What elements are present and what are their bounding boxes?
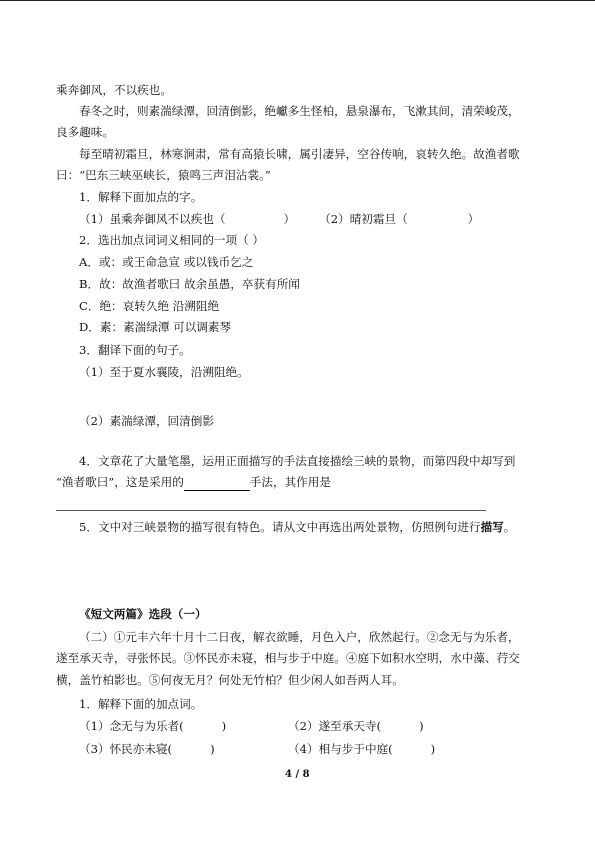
question-2-prompt: 2．选出加点词词义相同的一项（ ）: [79, 233, 264, 247]
question-1-item-2: （2）晴初霜旦（: [319, 212, 408, 226]
answer-line[interactable]: [56, 510, 486, 511]
option-d: D．素：素湍绿潭 可以调素琴: [79, 320, 232, 334]
passage-2-line: （二）①元丰六年十月十二日夜，解衣欲睡，月色入户，欣然起行。②念无与为乐者，: [79, 630, 520, 644]
passage-line: 曰：“巴东三峡巫峡长，猿鸣三声泪沾裳。”: [56, 168, 271, 182]
question-1-items: [79, 212, 479, 227]
question-1-item-1: （1）虽乘奔御风不以疾也（: [79, 212, 226, 226]
passage-line: 每至晴初霜旦，林寒涧肃，常有高猿长啸，属引凄异，空谷传响，哀转久绝。故渔者歌: [79, 147, 520, 161]
page-number: 4 / 8: [285, 769, 310, 780]
passage-line: 春冬之时，则素湍绿潭，回清倒影，绝巘多生怪柏，悬泉瀑布，飞漱其间，清荣峻茂，: [79, 104, 520, 118]
option-a: A．或：或王命急宣 或以钱币乞之: [79, 255, 254, 269]
passage-line: 乘奔御风，不以疾也。: [56, 83, 172, 97]
option-c: C．绝：哀转久绝 沿溯阻绝: [79, 299, 220, 313]
question-last-item: （3）怀民亦未寝( ): [79, 742, 215, 756]
question-3-item-1: （1）至于夏水襄陵，沿溯阻绝。: [79, 365, 249, 379]
question-last-item: （2）遂至承天寺( ): [288, 719, 424, 733]
question-5-main: 5．文中对三峡景物的描写很有特色。请从文中再选出两处景物，仿照例句进行: [79, 520, 481, 534]
question-5-end: 。: [503, 520, 516, 534]
question-5-emphasis: 描写: [480, 520, 504, 534]
question-3-prompt: 3．翻译下面的句子。: [79, 343, 191, 357]
option-b: B．故：故渔者歌曰 故余虽愚，卒获有所闻: [79, 277, 300, 291]
question-4-tail: 手法，其作用是: [249, 475, 331, 489]
question-last-item: （4）相与步于中庭( ): [288, 742, 436, 756]
question-3-item-2: （2）素湍绿潭，回清倒影: [79, 414, 214, 428]
question-4-text-cont: [56, 475, 331, 491]
question-last-prompt: 1．解释下面的加点词。: [79, 697, 203, 711]
section-title: 《短文两篇》选段（一）: [79, 607, 207, 621]
passage-2-line: 遂至承天寺，寻张怀民。③怀民亦未寝，相与步于中庭。④庭下如积水空明，水中藻、荇交: [56, 651, 520, 665]
close-paren: ）: [283, 212, 296, 226]
top-border-rule: [0, 0, 595, 1]
question-4-quote: “渔者歌曰”，这是采用的: [56, 475, 184, 489]
close-paren: ）: [467, 212, 480, 226]
answer-blank[interactable]: [184, 475, 250, 491]
passage-2-line: 横，盖竹柏影也。⑤何夜无月？何处无竹柏？但少闲人如吾两人耳。: [56, 673, 404, 687]
question-last-item: （1）念无与为乐者( ): [79, 719, 227, 733]
question-1-prompt: 1．解释下面加点的字。: [79, 190, 203, 204]
question-4-text: 4．文章花了大量笔墨，运用正面描写的手法直接描绘三峡的景物，而第四段中却写到: [79, 454, 516, 468]
question-5-text: [79, 520, 515, 535]
passage-line: 良多趣味。: [56, 125, 114, 139]
